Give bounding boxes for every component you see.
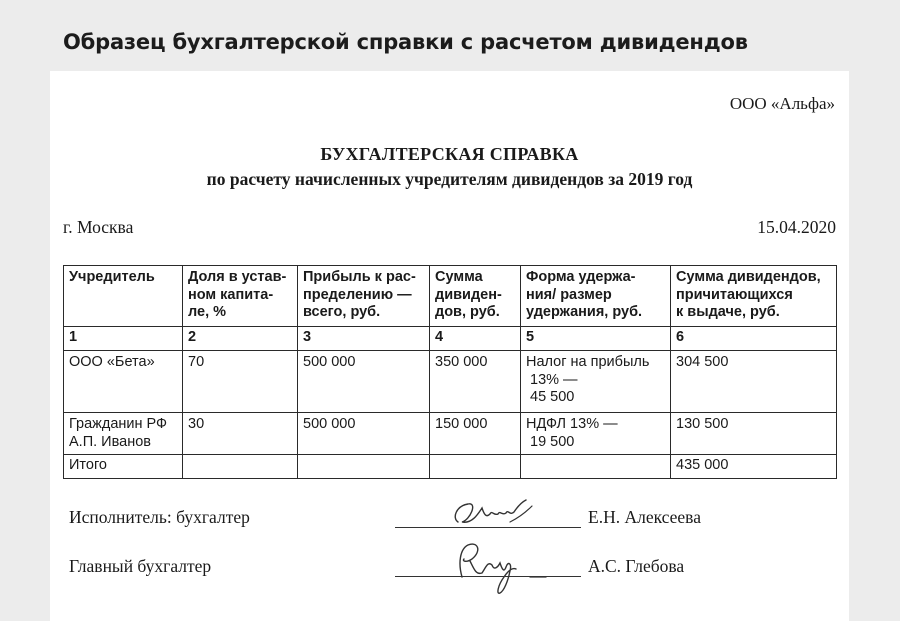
table-row [64, 413, 837, 455]
table-row [64, 351, 837, 413]
cell-withholding: Налог на прибыль 13% — 45 500 [521, 351, 671, 413]
header-payout: Сумма дивидендов, причитающихся к выдаче, руб. [671, 266, 837, 327]
cell-payout: 304 500 [671, 351, 837, 413]
signature-name-accountant: Е.Н. Алексеева [588, 507, 701, 527]
signature-line-chief [395, 576, 581, 577]
cell-share: 70 [183, 351, 298, 413]
header-withholding: Форма удержа- ния/ размер удержания, руб. [521, 266, 671, 327]
column-number: 1 [64, 327, 183, 351]
cell-dividends: 350 000 [430, 351, 521, 413]
document-title: БУХГАЛТЕРСКАЯ СПРАВКА [320, 144, 579, 164]
column-number: 6 [671, 327, 837, 351]
document-subtitle: по расчету начисленных учредителям дивидендов за 2019 год [206, 169, 693, 189]
signature-accountant-image [448, 492, 538, 532]
signature-role-accountant: Исполнитель: бухгалтер [69, 507, 250, 527]
column-number: 5 [521, 327, 671, 351]
column-numbers-row [64, 327, 837, 351]
document-sheet [50, 71, 849, 621]
dividends-table [63, 265, 837, 479]
header-dividends: Сумма дивиден- дов, руб. [430, 266, 521, 327]
cell-withholding: НДФЛ 13% — 19 500 [521, 413, 671, 455]
total-label: Итого [64, 455, 183, 479]
cell-share: 30 [183, 413, 298, 455]
cell-dividends: 150 000 [430, 413, 521, 455]
header-share: Доля в устав- ном капита- ле, % [183, 266, 298, 327]
signature-name-chief: А.С. Глебова [588, 556, 685, 576]
signature-line-accountant [395, 527, 581, 528]
column-number: 4 [430, 327, 521, 351]
cell-profit: 500 000 [298, 351, 430, 413]
column-number: 2 [183, 327, 298, 351]
total-row [64, 455, 837, 479]
company-name: ООО «Альфа» [729, 94, 835, 113]
city: г. Москва [63, 217, 134, 237]
signature-chief-image [446, 537, 556, 599]
column-number: 3 [298, 327, 430, 351]
cell-founder: ООО «Бета» [64, 351, 183, 413]
header-founder: Учредитель [64, 266, 183, 327]
page-heading: Образец бухгалтерской справки с расчетом дивидендов [63, 30, 748, 54]
total-value: 435 000 [671, 455, 837, 479]
header-profit: Прибыль к рас- пределению — всего, руб. [298, 266, 430, 327]
cell-payout: 130 500 [671, 413, 837, 455]
table-header-row [64, 266, 837, 327]
signature-role-chief: Главный бухгалтер [69, 556, 212, 576]
cell-profit: 500 000 [298, 413, 430, 455]
document-date: 15.04.2020 [757, 217, 836, 237]
cell-founder: Гражданин РФ А.П. Иванов [64, 413, 183, 455]
